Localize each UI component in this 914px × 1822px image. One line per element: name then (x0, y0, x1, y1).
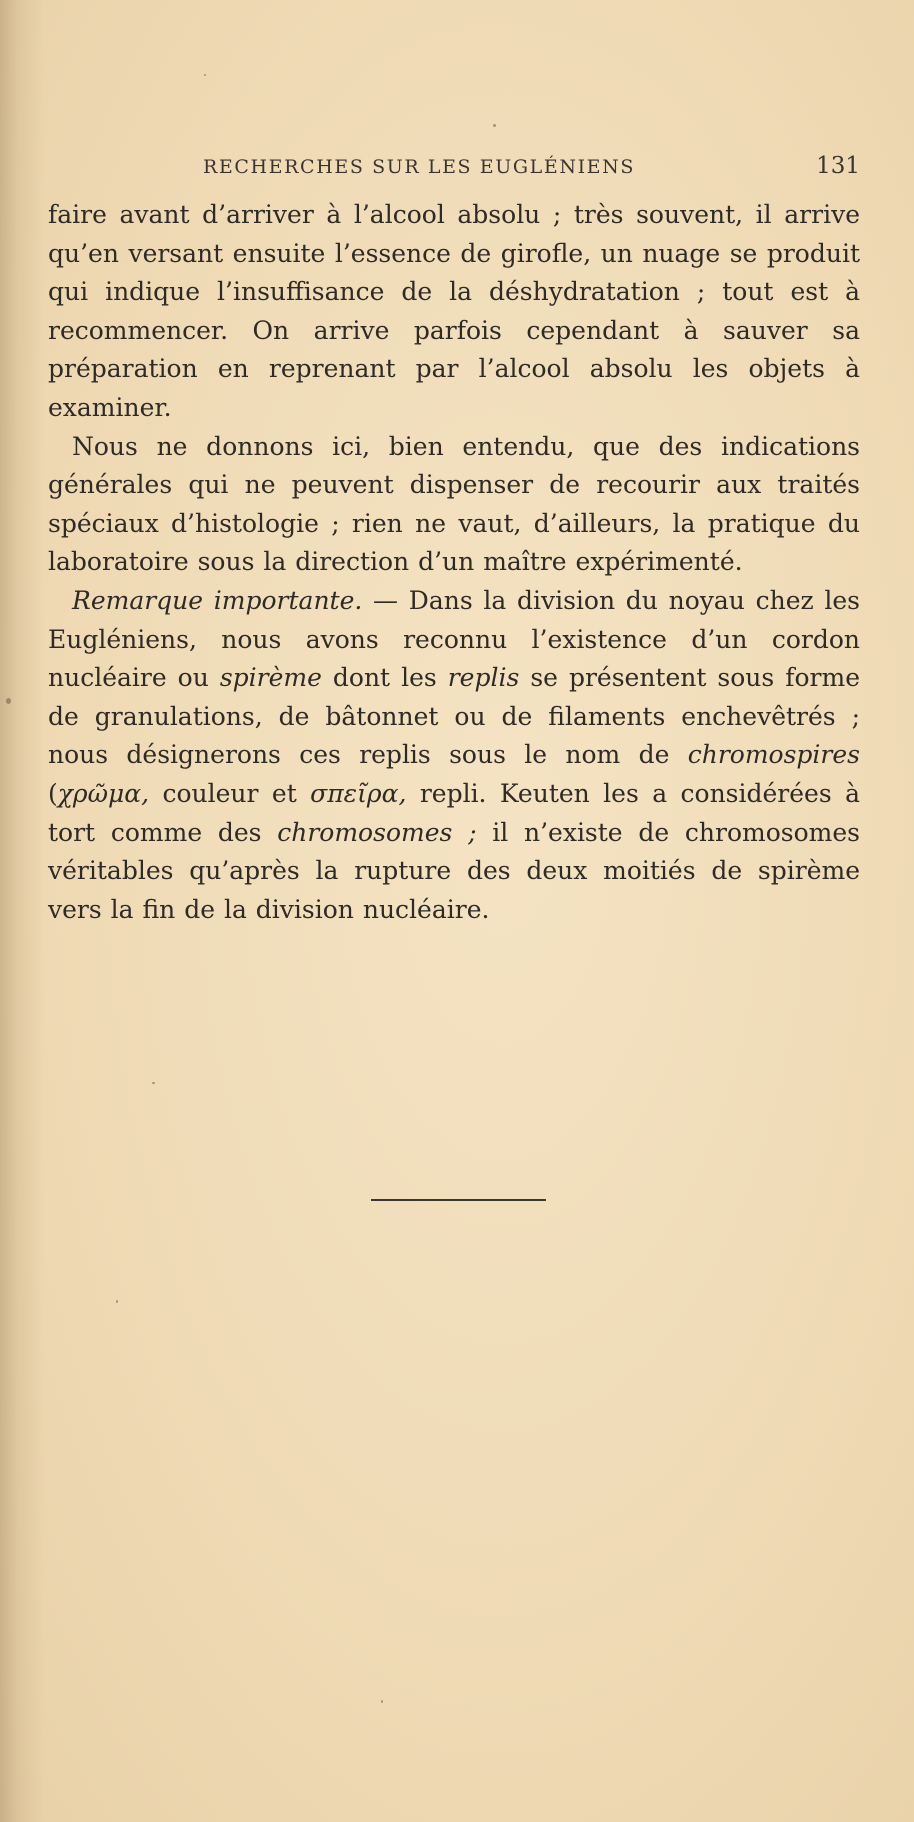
remarque-heading: Remarque importante. (72, 585, 363, 615)
term-replis: replis (447, 663, 520, 693)
paper-speck (116, 1300, 118, 1303)
remarque-text: dont les (321, 663, 448, 693)
paper-speck (152, 1082, 155, 1084)
running-title: RECHERCHES SUR LES EUGLÉNIENS (203, 156, 635, 178)
remarque-text: ( (48, 778, 58, 808)
term-chromosomes: chromosomes ; (277, 817, 477, 847)
page-number: 131 (816, 153, 860, 179)
term-spireme: spirème (219, 663, 322, 693)
paper-speck (381, 1700, 383, 1703)
remarque-text: repli. Keuten les a considérées à tort comme des (48, 778, 860, 847)
paragraph-2-text: Nous ne donnons ici, bien entendu, que des indications générales qui ne peuvent dispenser de recourir aux traités spéciaux d’histologie ; rien ne vaut, d’ailleurs, la pratique du laboratoire sous la direction d’un maître expérimenté. (48, 431, 860, 577)
running-header (48, 153, 860, 184)
paragraph-1-text: faire avant d’arriver à l’alcool absolu ; très souvent, il arrive qu’en versant ensuite l’essence de girofle, un nuage se produit qui indique l’insuffisance de la déshydratation ; tout est à recommencer. On arrive parfois cependant à sauver sa préparation en reprenant par l’alcool absolu les objets à examiner. (48, 200, 860, 422)
remarque-text: se présentent sous forme de granulations, de bâtonnet ou de filaments enchevêtrés ; nous désignerons ces replis sous le nom de (48, 663, 860, 770)
term-chromospires: chromospires (687, 740, 860, 770)
remarque-text: il n’existe de chromosomes véritables qu’après la rupture des deux moitiés de spirème vers la fin de la division nucléaire. (48, 817, 860, 924)
paper-speck (204, 74, 206, 76)
paper-speck (6, 698, 11, 704)
paper-speck (493, 124, 496, 127)
greek-speira: σπεῖρα, (310, 778, 407, 808)
body-text (48, 196, 860, 929)
end-rule (371, 1199, 546, 1201)
remarque-text: couleur et (149, 778, 311, 808)
paragraph-2 (48, 428, 860, 582)
paragraph-1 (48, 196, 860, 428)
greek-chroma: χρῶμα, (57, 778, 150, 808)
paragraph-remarque (48, 582, 860, 929)
remarque-text: — Dans la division du noyau chez les Eugléniens, nous avons reconnu l’existence d’un cordon nucléaire ou (48, 585, 860, 693)
